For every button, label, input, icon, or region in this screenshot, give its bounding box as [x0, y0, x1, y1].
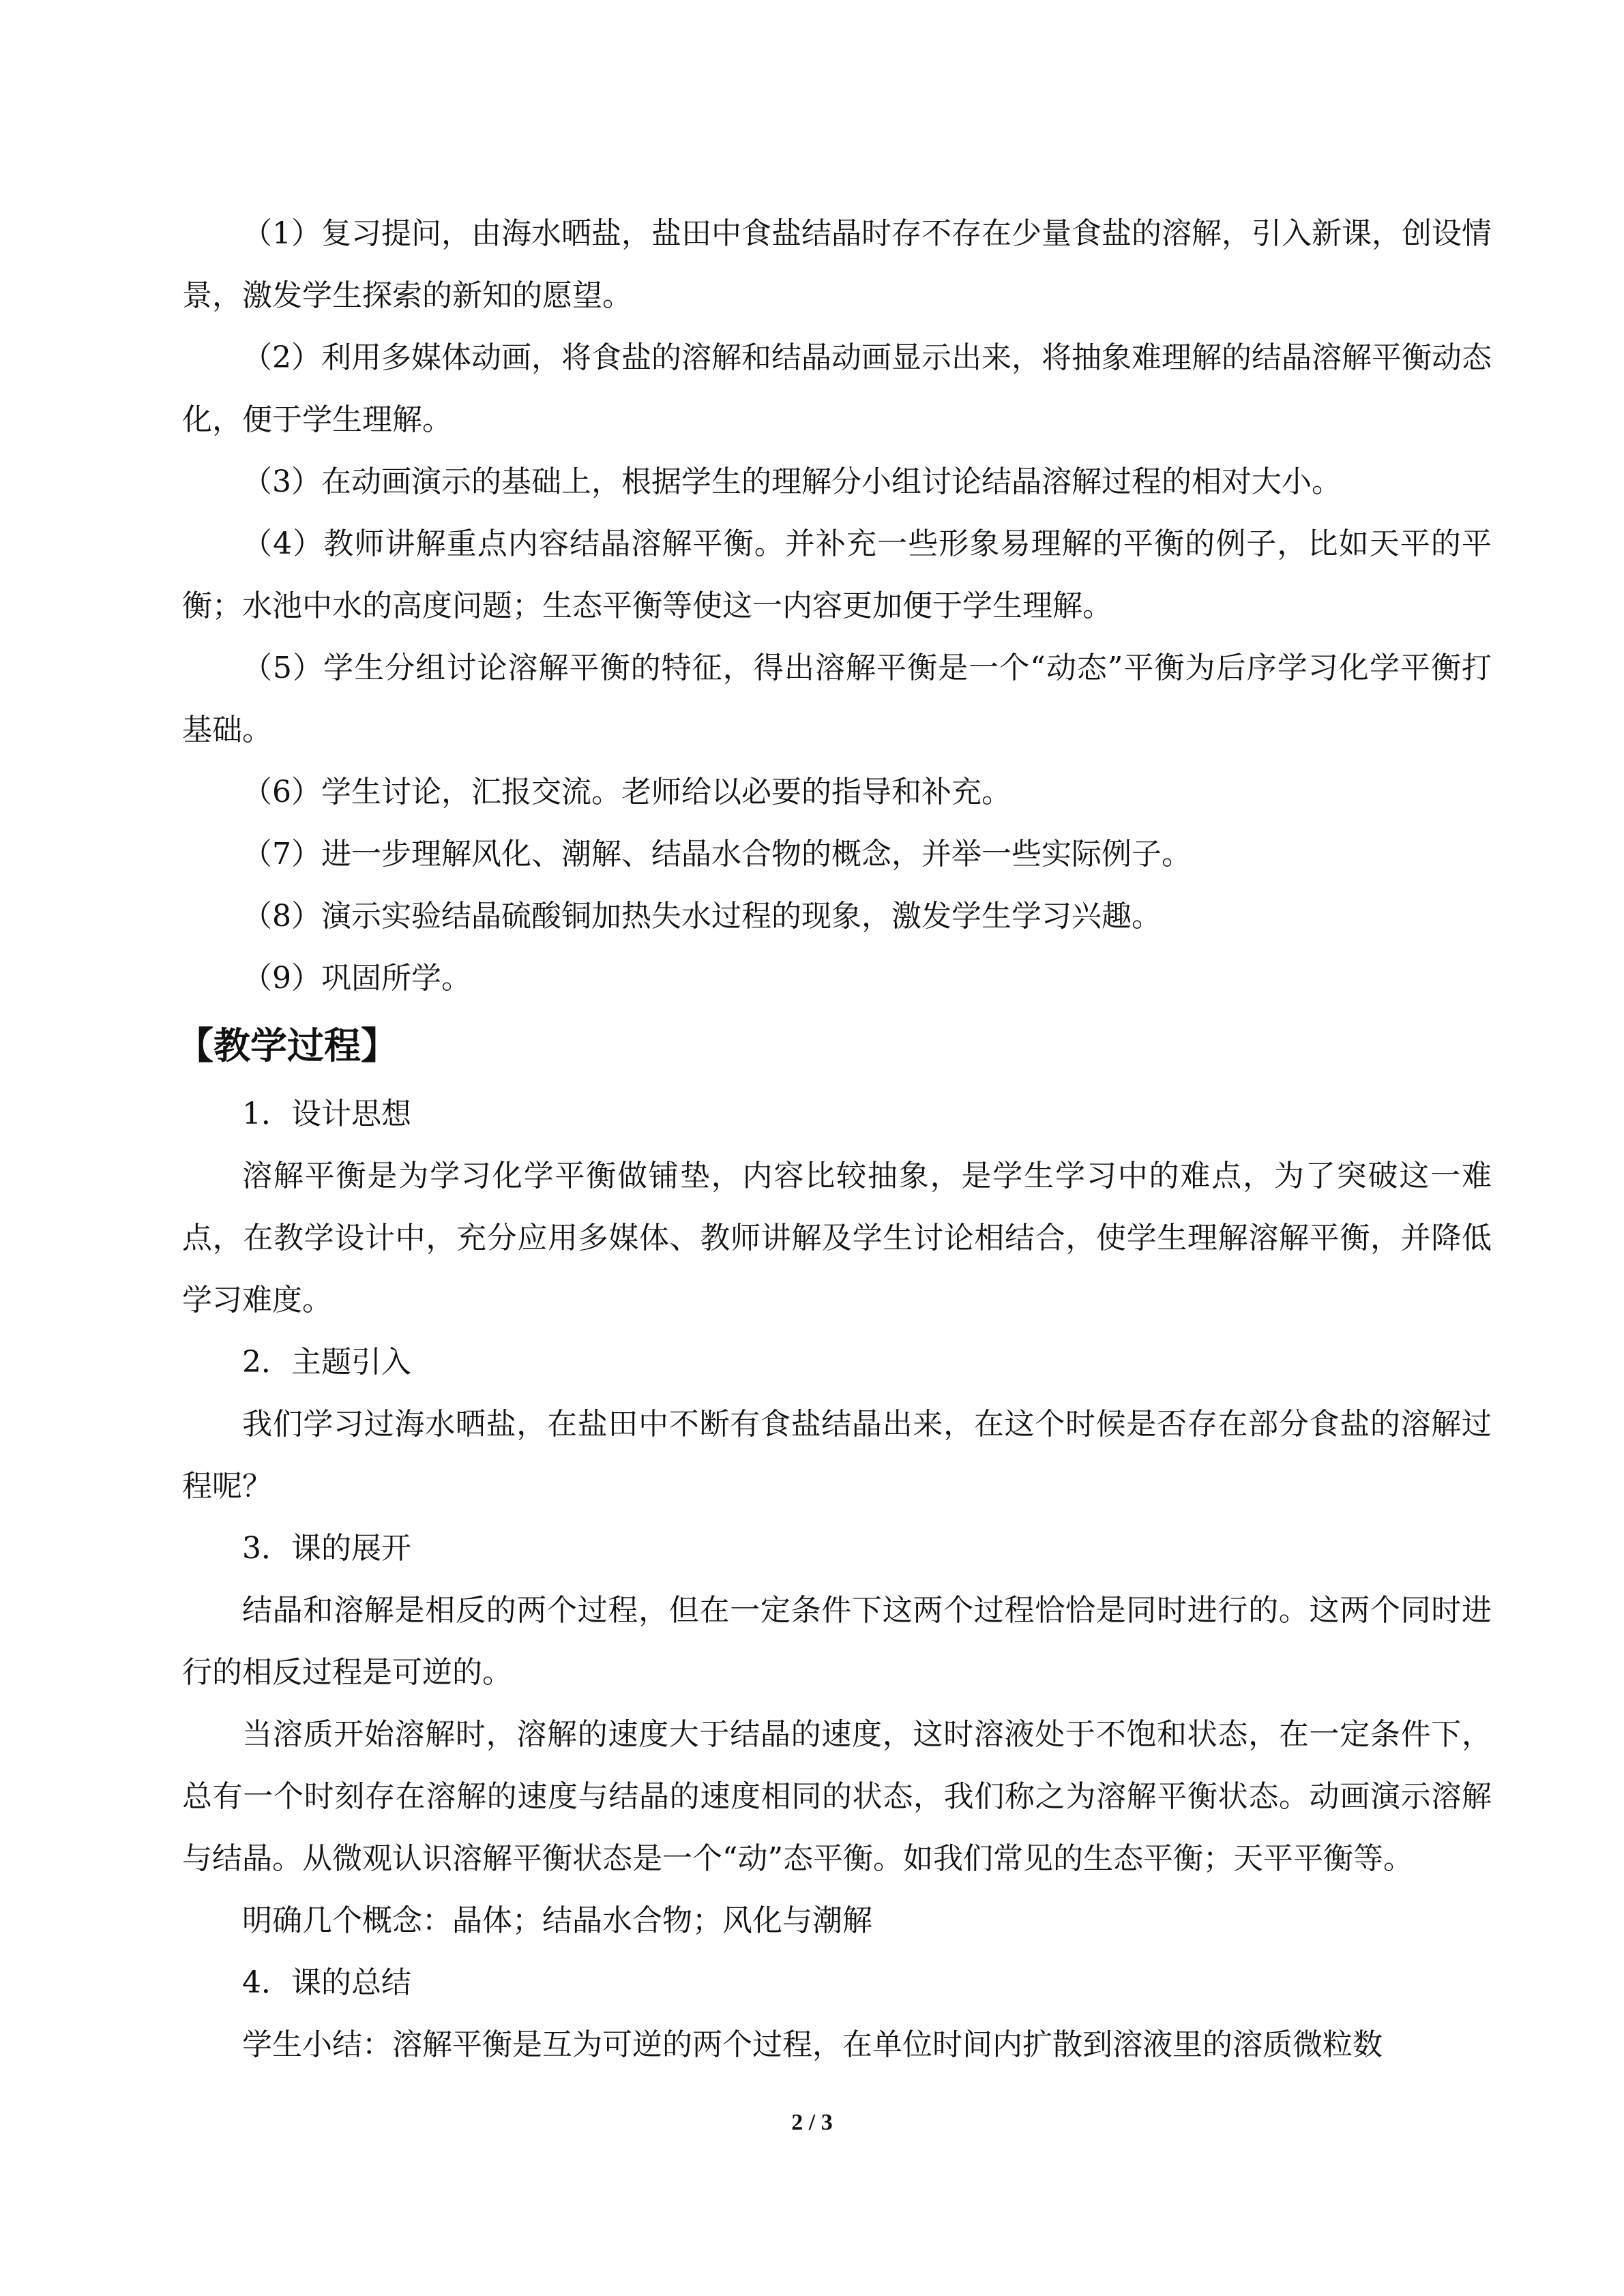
summary-text: 学生小结：溶解平衡是互为可逆的两个过程，在单位时间内扩散到溶液里的溶质微粒数 [242, 2027, 1383, 2062]
summary-title: 4．课的总结 [242, 1965, 411, 2000]
step-4: （4）教师讲解重点内容结晶溶解平衡。并补充一些形象易理解的平衡的例子，比如天平的平衡；水池中水的高度问题；生态平衡等使这一内容更加便于学生理解。 [182, 526, 1492, 623]
step-9: （9）巩固所学。 [242, 961, 471, 996]
step-8: （8）演示实验结晶硫酸铜加热失水过程的现象，激发学生学习兴趣。 [242, 899, 1162, 934]
design-text: 溶解平衡是为学习化学平衡做铺垫，内容比较抽象，是学生学习中的难点，为了突破这一难点，在教学设计中，充分应用多媒体、教师讲解及学生讨论相结合，使学生理解溶解平衡，并降低学习难度。 [182, 1159, 1492, 1317]
step-5: （5）学生分组讨论溶解平衡的特征，得出溶解平衡是一个“动态”平衡为后序学习化学平衡打基础。 [182, 651, 1492, 747]
section-heading-teaching-process: 【教学过程】 [177, 1024, 398, 1067]
step-6: （6）学生讨论，汇报交流。老师给以必要的指导和补充。 [242, 775, 1012, 809]
intro-text: 我们学习过海水晒盐，在盐田中不断有食盐结晶出来，在这个时候是否存在部分食盐的溶解过程呢？ [182, 1407, 1492, 1504]
develop-title: 3．课的展开 [242, 1531, 411, 1566]
develop-text-1: 结晶和溶解是相反的两个过程，但在一定条件下这两个过程恰恰是同时进行的。这两个同时进行的相反过程是可逆的。 [182, 1593, 1492, 1690]
intro-title: 2．主题引入 [242, 1345, 411, 1380]
step-1: （1）复习提问，由海水晒盐，盐田中食盐结晶时存不存在少量食盐的溶解，引入新课，创设情景，激发学生探索的新知的愿望。 [182, 216, 1492, 313]
step-3: （3）在动画演示的基础上，根据学生的理解分小组讨论结晶溶解过程的相对大小。 [242, 464, 1342, 499]
document-body [177, 203, 1492, 2076]
design-title: 1．设计思想 [242, 1097, 411, 1131]
develop-text-2: 当溶质开始溶解时，溶解的速度大于结晶的速度，这时溶液处于不饱和状态，在一定条件下，总有一个时刻存在溶解的速度与结晶的速度相同的状态，我们称之为溶解平衡状态。动画演示溶解与结晶。从微观认识溶解平衡状态是一个“动”态平衡。如我们常见的生态平衡；天平平衡等。 [182, 1717, 1492, 1876]
step-2: （2）利用多媒体动画，将食盐的溶解和结晶动画显示出来，将抽象难理解的结晶溶解平衡动态化，便于学生理解。 [182, 340, 1492, 437]
step-7: （7）进一步理解风化、潮解、结晶水合物的概念，并举一些实际例子。 [242, 837, 1192, 871]
develop-text-3: 明确几个概念：晶体；结晶水合物；风化与潮解 [242, 1903, 872, 1938]
page-number: 2 / 3 [791, 2110, 833, 2135]
